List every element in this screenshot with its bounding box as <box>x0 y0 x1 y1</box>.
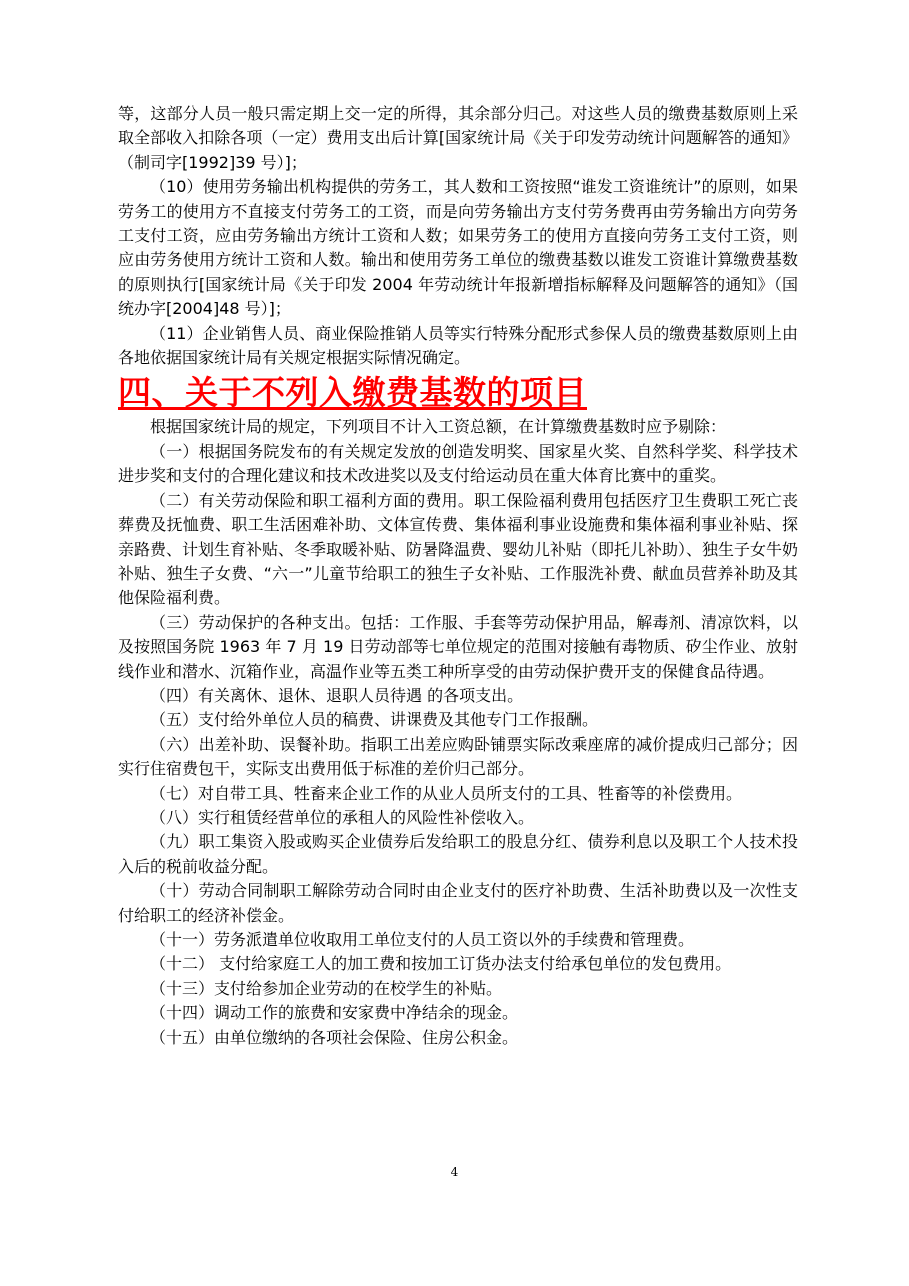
page-number: 4 <box>450 1165 459 1179</box>
list-item-5: （五）支付给外单位人员的稿费、讲课费及其他专门工作报酬。 <box>150 710 599 730</box>
list-item-6: （六）出差补助、误餐补助。指职工出差应购卧铺票实际改乘座席的减价提成归己部分；因实行住宿费包干，实际支出费用低于标准的差价归己部分。 <box>118 734 798 779</box>
list-item-12: （十二） 支付给家庭工人的加工费和按加工订货办法支付给承包单位的发包费用。 <box>150 954 732 974</box>
paragraph-item-10: （10）使用劳务输出机构提供的劳务工，其人数和工资按照“谁发工资谁统计”的原则，如果劳务工的使用方不直接支付劳务工的工资，而是向劳务输出方支付劳务费再由劳务输出方向劳务工支付工资，应由劳务输出方统计工资和人数；如果劳务工的使用方直接向劳务工支付工资，则应由劳务使用方统计工资和人数。输出和使用劳务工单位的缴费基数以谁发工资谁计算缴费基数的原则执行[国家统计局《关于印发 2004 年劳动统计年报新增指标解释及问题解答的通知》（国统办字[2004]48 号）]； <box>118 177 798 319</box>
list-item-2: （二）有关劳动保险和职工福利方面的费用。职工保险福利费用包括医疗卫生费职工死亡丧葬费及抚恤费、职工生活困难补助、文体宣传费、集体福利事业设施费和集体福利事业补贴、探亲路费、计划生育补贴、冬季取暖补贴、防暑降温费、婴幼儿补贴（即托儿补助）、独生子女牛奶补贴、独生子女费、“六一”儿童节给职工的独生子女补贴、工作服洗补费、献血员营养补助及其他保险福利费。 <box>118 490 799 608</box>
list-item-10: （十）劳动合同制职工解除劳动合同时由企业支付的医疗补助费、生活补助费以及一次性支付给职工的经济补偿金。 <box>118 881 798 925</box>
list-item-7: （七）对自带工具、牲畜来企业工作的从业人员所支付的工具、牲畜等的补偿费用。 <box>150 783 743 803</box>
list-item-13: （十三）支付给参加企业劳动的在校学生的补贴。 <box>150 978 503 998</box>
paragraph-continuation: 等，这部分人员一般只需定期上交一定的所得，其余部分归己。对这些人员的缴费基数原则上采取全部收入扣除各项（一定）费用支出后计算[国家统计局《关于印发劳动统计问题解答的通知》（制司字[1992]39 号）]； <box>118 104 798 172</box>
paragraph-intro: 根据国家统计局的规定，下列项目不计入工资总额，在计算缴费基数时应予剔除： <box>150 417 727 437</box>
paragraph-item-11: （11）企业销售人员、商业保险推销人员等实行特殊分配形式参保人员的缴费基数原则上由各地依据国家统计局有关规定根据实际情况确定。 <box>118 323 798 368</box>
list-item-3: （三）劳动保护的各种支出。包括：工作服、手套等劳动保护用品，解毒剂、清凉饮料，以及按照国务院 1963 年 7 月 19 日劳动部等七单位规定的范围对接触有毒物质、矽尘作业、放射线作业和潜水、沉箱作业，高温作业等五类工种所享受的由劳动保护费开支的保健食品待遇。 <box>118 612 798 681</box>
list-item-1: （一）根据国务院发布的有关规定发放的创造发明奖、国家星火奖、自然科学奖、科学技术进步奖和支付的合理化建议和技术改进奖以及支付给运动员在重大体育比赛中的重奖。 <box>118 441 798 486</box>
list-item-4: （四）有关离休、退休、退职人员待遇 的各项支出。 <box>150 685 524 705</box>
list-item-14: （十四）调动工作的旅费和安家费中净结余的现金。 <box>150 1003 519 1023</box>
list-item-9: （九）职工集资入股或购买企业债券后发给职工的股息分红、债券利息以及职工个人技术投入后的税前收益分配。 <box>118 832 798 876</box>
list-item-11: （十一）劳务派遣单位收取用工单位支付的人员工资以外的手续费和管理费。 <box>150 930 695 949</box>
list-item-8: （八）实行租赁经营单位的承租人的风险性补偿收入。 <box>150 807 535 827</box>
list-item-15: （十五）由单位缴纳的各项社会保险、住房公积金。 <box>150 1027 519 1047</box>
document-body <box>118 102 798 1050</box>
section-heading: 四、关于不列入缴费基数的项目 <box>118 373 587 413</box>
